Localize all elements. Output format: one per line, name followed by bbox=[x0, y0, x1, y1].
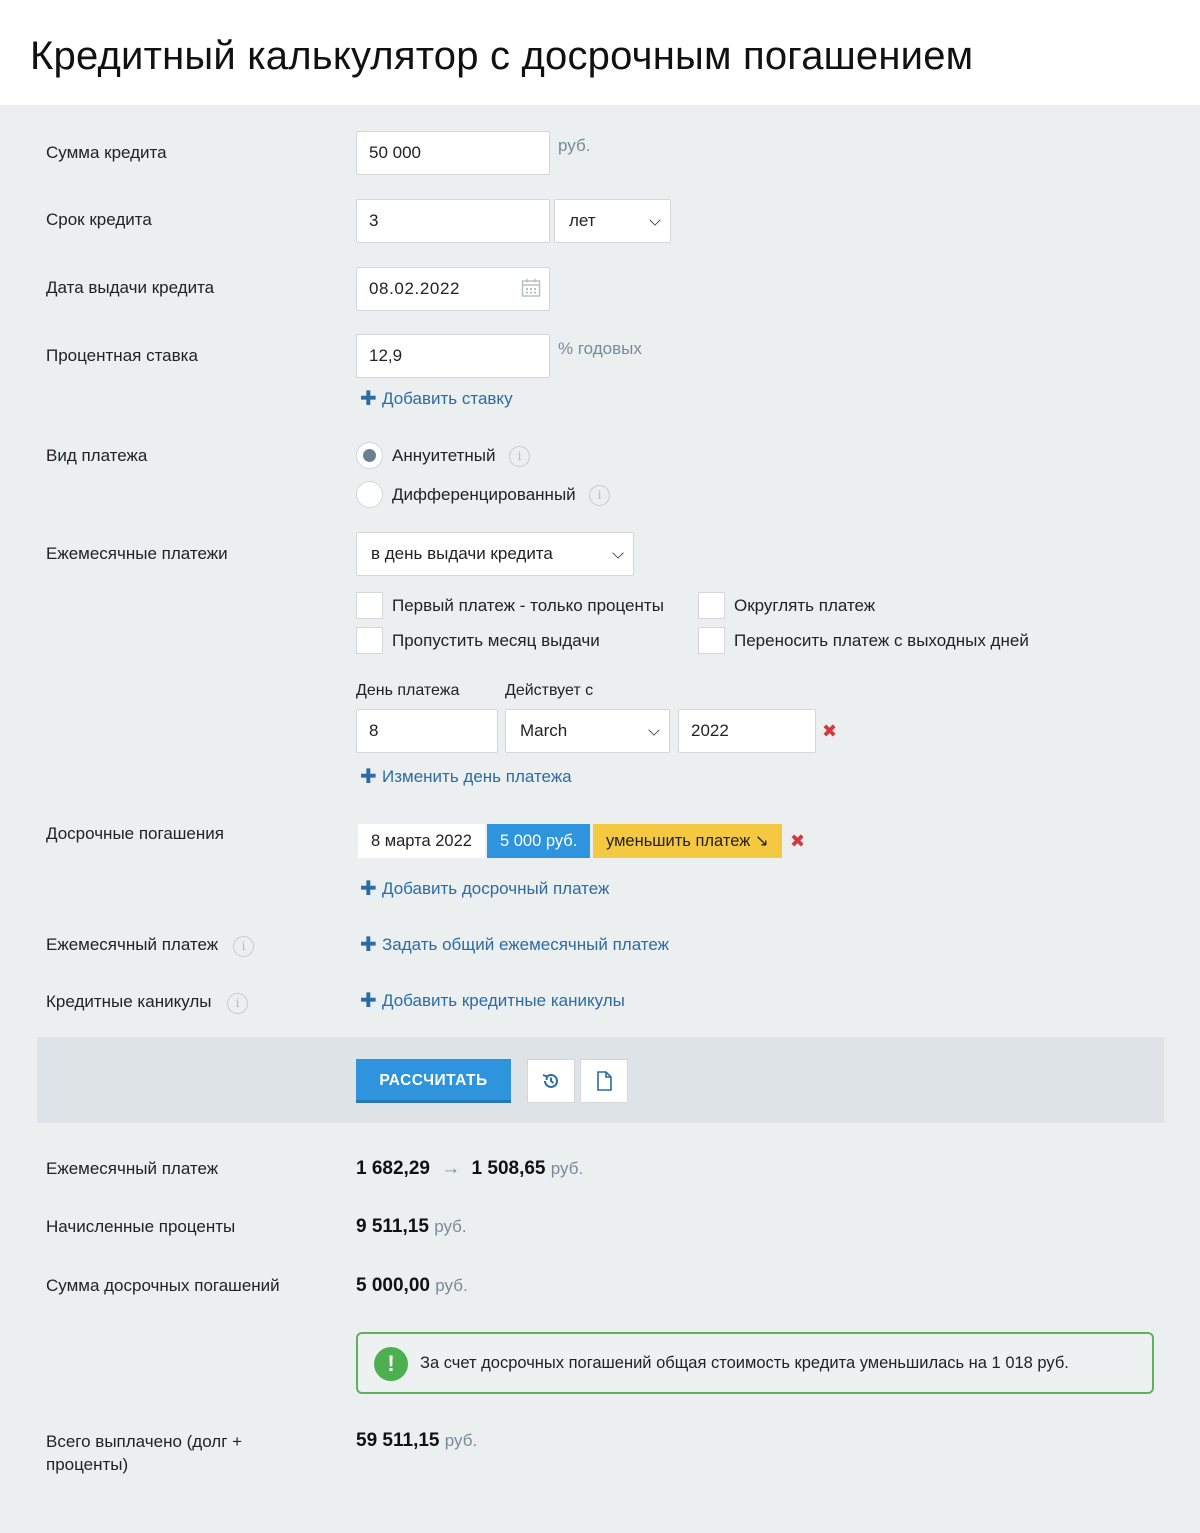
early-sum-chip[interactable]: 5 000 руб. bbox=[487, 824, 590, 858]
result-total-number: 59 511,15 bbox=[356, 1430, 440, 1451]
monthly-day-select[interactable] bbox=[356, 532, 634, 576]
result-interest-label: Начисленные проценты bbox=[46, 1217, 236, 1236]
add-holidays-text: Добавить кредитные каникулы bbox=[382, 991, 625, 1010]
document-icon bbox=[595, 1071, 613, 1091]
rate-input[interactable]: 12,9 bbox=[356, 334, 550, 378]
set-monthly-payment-text: Задать общий ежемесячный платеж bbox=[382, 935, 670, 954]
issue-date-label: Дата выдачи кредита bbox=[46, 278, 215, 297]
document-button[interactable] bbox=[580, 1059, 628, 1103]
result-monthly-to: 1 508,65 bbox=[471, 1158, 546, 1179]
check-first-interest-label: Первый платеж - только проценты bbox=[392, 596, 664, 615]
savings-notice-text: За счет досрочных погашений общая стоимость кредита уменьшилась на 1 018 руб. bbox=[420, 1354, 1069, 1372]
result-early-label: Сумма досрочных погашений bbox=[46, 1276, 280, 1295]
calculate-button[interactable]: РАССЧИТАТЬ bbox=[356, 1059, 511, 1103]
plus-icon: ✚ bbox=[360, 934, 377, 956]
arrow-right-icon: → bbox=[441, 1158, 461, 1179]
payment-day-label: День платежа bbox=[356, 682, 460, 699]
result-early-unit: руб. bbox=[435, 1276, 468, 1295]
set-monthly-payment-link[interactable] bbox=[360, 935, 669, 955]
check-weekend-label: Переносить платеж с выходных дней bbox=[734, 631, 1029, 650]
remove-icon[interactable]: ✖ bbox=[822, 721, 838, 741]
change-day-link[interactable] bbox=[360, 767, 572, 787]
remove-icon[interactable]: ✖ bbox=[790, 831, 806, 851]
early-mode-chip[interactable]: уменьшить платеж ↘ bbox=[593, 824, 782, 858]
year-input[interactable]: 2022 bbox=[678, 709, 816, 753]
check-round-label: Округлять платеж bbox=[734, 596, 876, 615]
result-interest-unit: руб. bbox=[434, 1217, 467, 1236]
effective-from-label: Действует с bbox=[505, 682, 594, 699]
history-button[interactable] bbox=[527, 1059, 575, 1103]
page-title: Кредитный калькулятор с досрочным погашением bbox=[30, 34, 974, 78]
savings-notice bbox=[356, 1332, 1154, 1394]
payment-type-label: Вид платежа bbox=[46, 446, 148, 465]
result-early-number: 5 000,00 bbox=[356, 1275, 430, 1296]
result-total-label bbox=[46, 1430, 242, 1476]
calendar-icon[interactable] bbox=[521, 278, 541, 298]
check-weekend[interactable] bbox=[698, 627, 725, 654]
rate-label: Процентная ставка bbox=[46, 346, 198, 365]
history-icon bbox=[541, 1071, 561, 1091]
result-monthly-value bbox=[356, 1158, 583, 1180]
term-label: Срок кредита bbox=[46, 210, 152, 229]
plus-icon: ✚ bbox=[360, 766, 377, 788]
monthly-payment-label: Ежемесячный платеж bbox=[46, 935, 219, 954]
add-holidays-link[interactable] bbox=[360, 991, 625, 1011]
page-header bbox=[0, 0, 1200, 105]
result-monthly-label: Ежемесячный платеж bbox=[46, 1159, 219, 1178]
term-unit-select[interactable] bbox=[554, 199, 671, 243]
check-round[interactable] bbox=[698, 592, 725, 619]
chevron-down-icon bbox=[612, 547, 623, 558]
check-first-interest[interactable] bbox=[356, 592, 383, 619]
info-icon[interactable]: i bbox=[227, 993, 248, 1014]
result-total-label-line1: Всего выплачено (долг + bbox=[46, 1432, 243, 1451]
info-icon[interactable]: i bbox=[233, 936, 254, 957]
exclamation-icon: ! bbox=[374, 1347, 408, 1381]
month-value: March bbox=[520, 721, 568, 740]
check-skip-month[interactable] bbox=[356, 627, 383, 654]
radio-annuity-label: Аннуитетный bbox=[392, 446, 496, 465]
radio-differentiated[interactable] bbox=[356, 481, 383, 508]
early-label: Досрочные погашения bbox=[46, 824, 224, 843]
chevron-down-icon bbox=[648, 724, 659, 735]
monthly-day-value: в день выдачи кредита bbox=[371, 544, 553, 563]
chevron-down-icon bbox=[649, 214, 660, 225]
add-rate-link[interactable] bbox=[360, 389, 513, 409]
plus-icon: ✚ bbox=[360, 388, 377, 410]
month-select[interactable] bbox=[505, 709, 670, 753]
result-monthly-unit: руб. bbox=[550, 1159, 584, 1178]
radio-differentiated-label: Дифференцированный bbox=[392, 485, 576, 504]
early-date-chip[interactable]: 8 марта 2022 bbox=[358, 824, 485, 858]
add-early-link[interactable] bbox=[360, 879, 609, 899]
term-input[interactable]: 3 bbox=[356, 199, 550, 243]
result-monthly-from: 1 682,29 bbox=[356, 1158, 430, 1179]
add-rate-text: Добавить ставку bbox=[382, 389, 513, 408]
payment-day-input[interactable]: 8 bbox=[356, 709, 498, 753]
result-total-label-line2: проценты) bbox=[46, 1455, 129, 1474]
amount-label: Сумма кредита bbox=[46, 143, 167, 162]
result-total-value bbox=[356, 1430, 477, 1452]
info-icon[interactable]: i bbox=[509, 446, 530, 467]
amount-input[interactable]: 50 000 bbox=[356, 131, 550, 175]
holidays-label: Кредитные каникулы bbox=[46, 992, 212, 1011]
change-day-text: Изменить день платежа bbox=[382, 767, 572, 786]
check-skip-month-label: Пропустить месяц выдачи bbox=[392, 631, 600, 650]
result-total-unit: руб. bbox=[444, 1431, 478, 1450]
term-unit-value: лет bbox=[569, 211, 596, 230]
result-interest-value bbox=[356, 1216, 467, 1238]
monthly-label: Ежемесячные платежи bbox=[46, 544, 228, 563]
plus-icon: ✚ bbox=[360, 990, 377, 1012]
rate-unit: % годовых bbox=[558, 339, 642, 358]
issue-date-value: 08.02.2022 bbox=[369, 279, 461, 298]
result-interest-number: 9 511,15 bbox=[356, 1216, 429, 1237]
info-icon[interactable]: i bbox=[589, 485, 610, 506]
result-early-value bbox=[356, 1275, 468, 1297]
add-early-text: Добавить досрочный платеж bbox=[382, 879, 610, 898]
radio-annuity[interactable] bbox=[356, 442, 383, 469]
amount-unit: руб. bbox=[558, 136, 591, 155]
plus-icon: ✚ bbox=[360, 878, 377, 900]
